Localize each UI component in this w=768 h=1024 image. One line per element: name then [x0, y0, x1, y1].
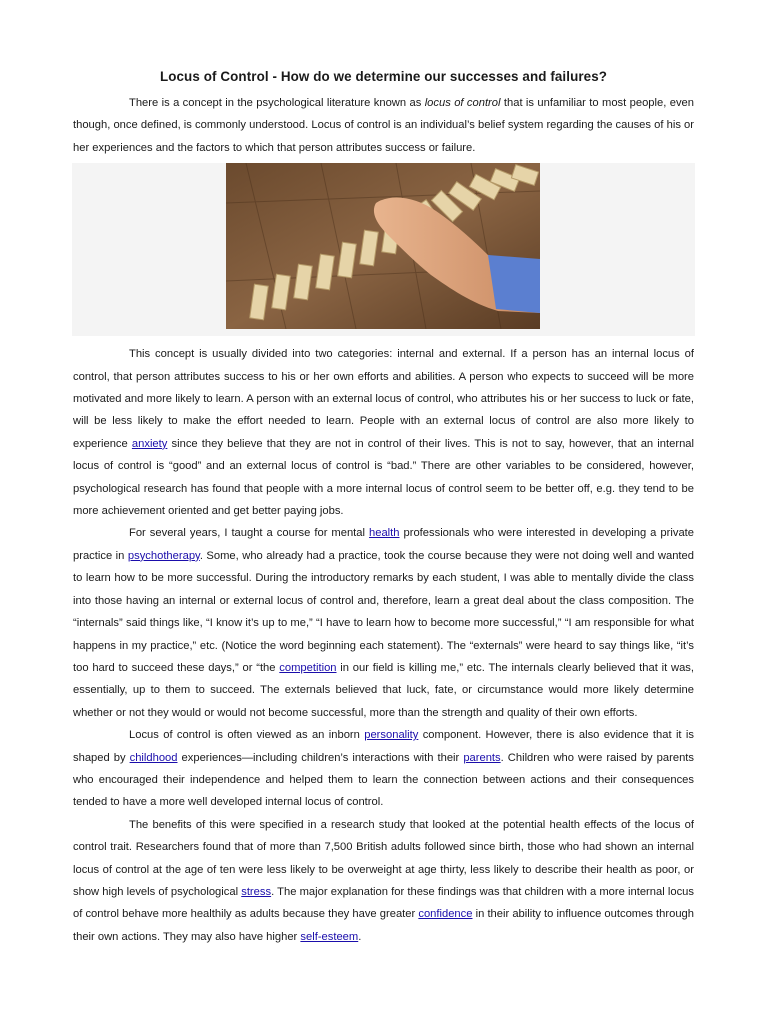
link-childhood[interactable]: childhood [129, 751, 178, 764]
paragraph-2: This concept is usually divided into two categories: internal and external. If a person has an internal locus of control, that person attributes success to his or her own efforts and abilities. A person who expects to succeed will be more motivated and more likely to learn. A person with an external locus of control, who attributes his or her success to luck or fate, will be less likely to make the effort needed to learn. People with an external locus of control are also more likely to experience anxiety since they believe that they are not in control of their lives. This is not to say, however, that an internal locus of control is “good” and an external locus of control is “bad.” There are other variables to be considered, however, psychological research has found that people with a more internal locus of control seem to be better off, e.g. they tend to be more achievement oriented and get better paying jobs. [73, 348, 695, 518]
dominoes-hand-photo [226, 163, 540, 329]
link-parents[interactable]: parents [463, 751, 501, 764]
document-title: Locus of Control - How do we determine our successes and failures? [159, 69, 608, 84]
document-page [73, 68, 694, 948]
link-personality[interactable]: personality [364, 729, 419, 742]
figure-band [72, 163, 695, 336]
paragraph-5: The benefits of this were specified in a research study that looked at the potential health effects of the locus of control trait. Researchers found that of more than 7,500 British adults followed since birth, those who had shown an internal locus of control at the age of ten were less likely to be overweight at age thirty, less likely to describe their health as poor, or show high levels of psychological stress. The major explanation for these findings was that children with a more internal locus of control behave more healthily as adults because they have greater confidence in their ability to influence outcomes through their own actions. They may also have higher self-esteem. [73, 818, 694, 943]
link-health[interactable]: health [369, 527, 400, 540]
link-psychotherapy[interactable]: psychotherapy [127, 549, 200, 562]
link-anxiety[interactable]: anxiety [131, 437, 168, 450]
link-self-esteem[interactable]: self-esteem [300, 930, 359, 943]
photo-illustration [226, 163, 540, 329]
link-confidence[interactable]: confidence [418, 908, 473, 921]
emphasis-locus-of-control: locus of control [424, 97, 501, 109]
paragraph-1: There is a concept in the psychological literature known as locus of control that is unfamiliar to most people, even though, once defined, is commonly understood. Locus of control is an individual’s belief system regarding the causes of his or her experiences and the factors to which that person attributes success or failure. [73, 97, 694, 154]
link-competition[interactable]: competition [279, 661, 337, 674]
paragraph-4: Locus of control is often viewed as an inborn personality component. However, there is also evidence that it is shaped by childhood experiences—including children’s interactions with their parents. Children who were raised by parents who encouraged their independence and helped them to learn the connection between actions and their consequences tended to have a more well developed internal locus of control. [73, 729, 694, 809]
paragraph-3: For several years, I taught a course for mental health professionals who were interested in developing a private practice in psychotherapy. Some, who already had a practice, took the course because they were not doing well and wanted to learn how to be more successful. During the introductory remarks by each student, I was able to mentally divide the class into those having an internal or external locus of control and, therefore, learn a great deal about the class composition. The “internals” said things like, “I know it’s up to me,” “I have to learn how to become more successful,” “I am responsible for what happens in my practice,” etc. (Notice the word beginning each statement). The “externals” were heard to say things like, “it’s too hard to succeed these days,” or “the competition in our field is killing me,” etc. The internals clearly believed that it was, essentially, up to them to succeed. The externals believed that luck, fate, or circumstance would more likely determine whether or not they would or would not become successful, more than the strength and quality of their own efforts. [73, 527, 694, 719]
link-stress[interactable]: stress [241, 885, 272, 898]
